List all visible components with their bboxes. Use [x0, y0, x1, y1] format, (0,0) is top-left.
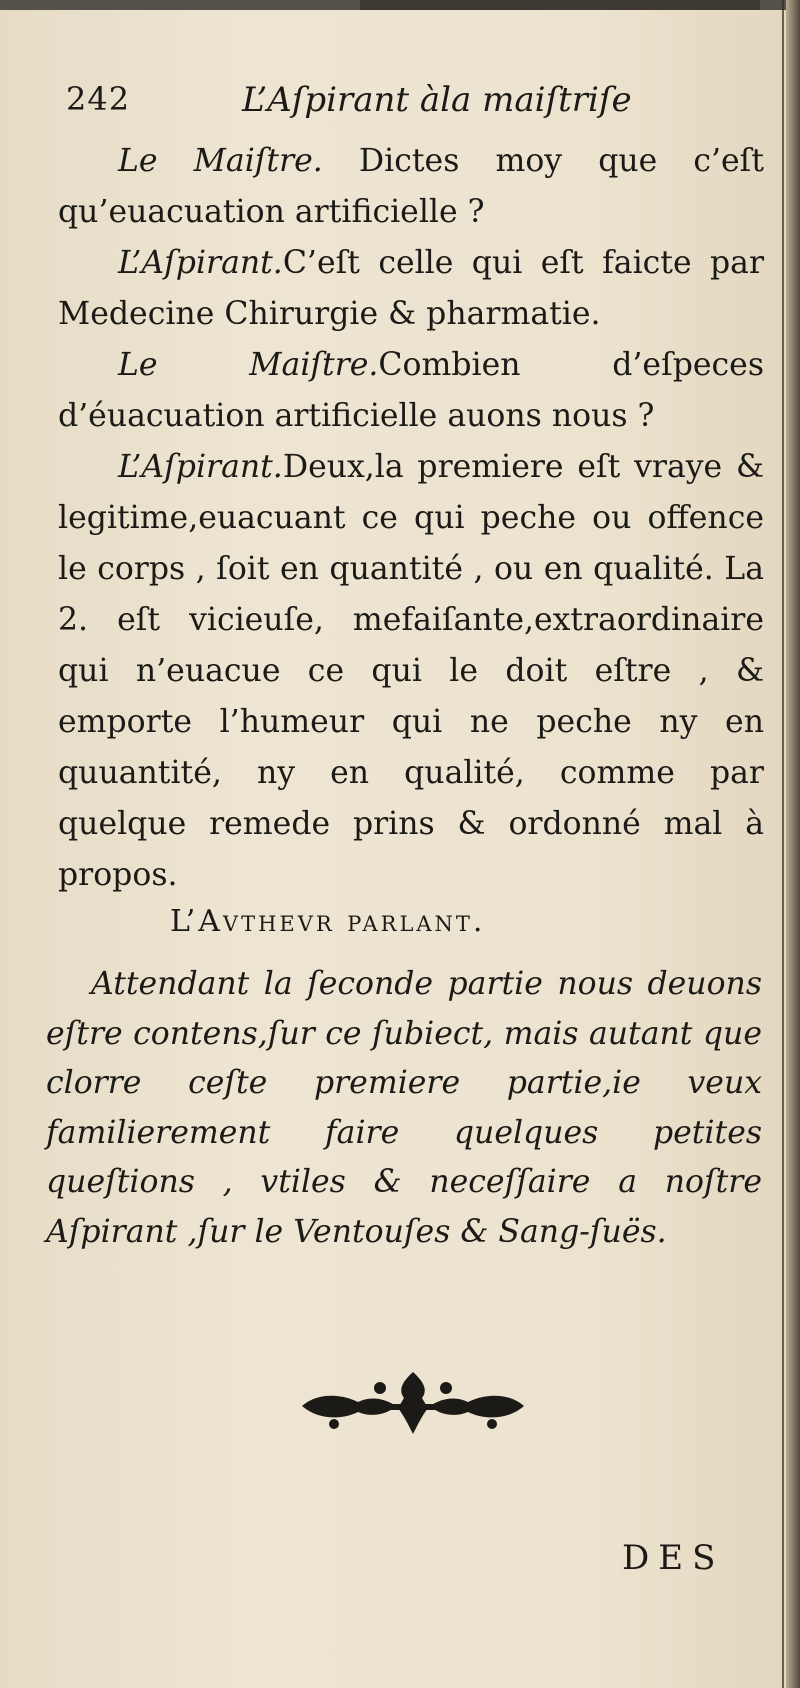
speaker-label: L’Aſpirant. [118, 449, 283, 485]
catchword: DES [622, 1538, 725, 1578]
page-number: 242 [66, 80, 131, 118]
dialogue-paragraph [58, 136, 764, 238]
running-head: L’Aſpirant àla maiſtriſe [242, 80, 632, 120]
speaker-label: L’Aſpirant. [118, 245, 283, 281]
dialogue-text: Deux,la premiere eſt vraye & legitime,euacuant ce qui peche ou offence le corps , ſoit en quantité , ou en qualité. La 2. eſt vicieuſe, mefaiſante,extraordinaire qui n’euacue ce qui le doit eſtre , & emporte l’humeur qui ne peche ny en quuantité, ny en qualité, comme par quelque remede prins & ordonné mal à propos. [58, 449, 764, 893]
dialogue-body [58, 136, 764, 901]
dialogue-paragraph [58, 442, 764, 901]
dialogue-paragraph [58, 238, 764, 340]
section-heading: L’Avthevr parlant. [170, 904, 486, 939]
dialogue-paragraph [58, 340, 764, 442]
gutter-shadow [782, 0, 784, 1688]
dialogue-text: Combien d’eſpeces d’éuacuation artificielle auons nous ? [58, 347, 764, 434]
page-top-edge [0, 0, 790, 10]
speaker-label: Le Maiſtre. [118, 347, 379, 383]
page-header [66, 80, 746, 130]
page-edge-shadow [786, 0, 800, 1688]
dialogue-text: Dictes moy que c’eſt qu’euacuation artificielle ? [58, 143, 765, 230]
author-paragraph: Attendant la ſeconde partie nous deuons eſtre contens,ſur ce ſubiect, mais autant que clorre ceſte premiere partie,ie veux familierement faire quelques petites queſtions , vtiles & neceſſaire a noſtre Aſpirant ,ſur le Ventouſes & Sang-ſuës. [46, 966, 762, 1250]
dialogue-text: C’eſt celle qui eſt faicte par Medecine Chirurgie & pharmatie. [58, 245, 764, 332]
author-section [46, 960, 762, 1257]
printers-ornament [298, 1368, 528, 1438]
speaker-label: Le Maiſtre. [118, 143, 323, 179]
